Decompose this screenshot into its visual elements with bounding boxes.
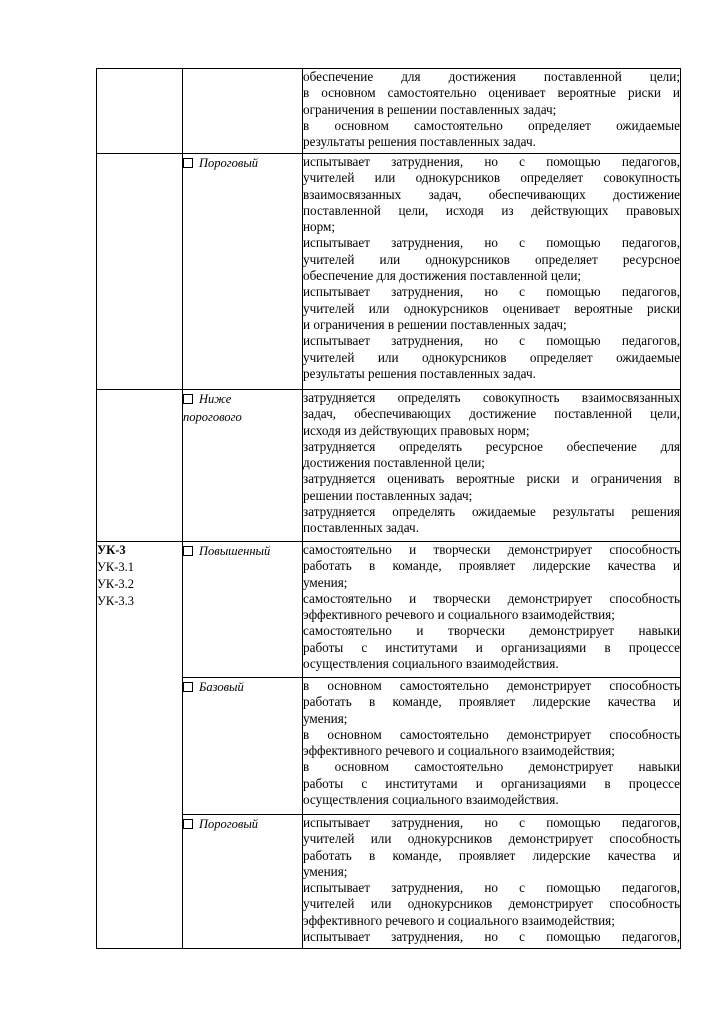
description-line: работы с институтами и организациями в процессе <box>303 775 680 791</box>
description-line: испытывает затруднения, но с помощью педагогов, <box>303 929 680 945</box>
level-cell <box>183 678 303 815</box>
description-line: норм; <box>303 219 336 235</box>
description-line: работать в команде, проявляет лидерские качества и <box>303 558 680 574</box>
description-line: поставленных задач. <box>303 520 419 536</box>
description-line: умения; <box>303 574 348 590</box>
description-cell <box>303 678 681 815</box>
table-row <box>97 154 681 390</box>
level-label: Ниже <box>199 392 232 406</box>
description-line: затрудняется определять ожидаемые результаты решения <box>303 504 680 520</box>
description-line: в основном самостоятельно демонстрирует способность <box>303 678 680 693</box>
description-line: осуществления социального взаимодействия. <box>303 656 559 672</box>
table-row <box>97 815 681 949</box>
description-line: умения; <box>303 863 348 879</box>
description-line: испытывает затруднения, но с помощью педагогов, <box>303 154 680 169</box>
indicator-code: УК-3.1 <box>97 560 134 574</box>
description-line: учителей или однокурсников демонстрирует способность <box>303 896 680 912</box>
description-line: затрудняется определять ресурсное обеспечение для <box>303 438 680 454</box>
description-line: испытывает затруднения, но с помощью педагогов, <box>303 333 680 349</box>
description-cell <box>303 390 681 542</box>
description-line: учителей или однокурсников определяет ожидаемые <box>303 349 680 365</box>
code-cell <box>97 390 183 542</box>
description-line: исходя из действующих правовых норм; <box>303 422 530 438</box>
description-line: затрудняется определять совокупность взаимосвязанных <box>303 390 680 405</box>
indicator-code: УК-3.3 <box>97 594 134 608</box>
description-line: работы с институтами и организациями в процессе <box>303 639 680 655</box>
description-line: ограничения в решении поставленных задач; <box>303 101 557 117</box>
competency-code: УК-3 <box>97 543 126 557</box>
description-line: испытывает затруднения, но с помощью педагогов, <box>303 815 680 830</box>
competency-code-cell <box>97 542 183 949</box>
description-line: достижения поставленной цели; <box>303 455 485 471</box>
description-line: осуществления социального взаимодействия. <box>303 792 559 808</box>
level-cell <box>183 154 303 390</box>
description-line: самостоятельно и творчески демонстрирует навыки <box>303 623 680 639</box>
description-line: учителей или однокурсников оценивает вероятные риски <box>303 300 680 316</box>
table-row <box>97 390 681 542</box>
description-line: испытывает затруднения, но с помощью педагогов, <box>303 235 680 251</box>
description-line: результаты решения поставленных задач. <box>303 365 536 381</box>
description-line: самостоятельно и творчески демонстрирует способность <box>303 590 680 606</box>
code-cell <box>97 154 183 390</box>
level-cell <box>183 390 303 542</box>
description-cell <box>303 542 681 678</box>
checkbox-icon[interactable] <box>183 158 193 168</box>
level-cell <box>183 69 303 154</box>
description-cell <box>303 69 681 154</box>
description-line: работать в команде, проявляет лидерские качества и <box>303 847 680 863</box>
level-cell <box>183 542 303 678</box>
description-line: испытывает затруднения, но с помощью педагогов, <box>303 284 680 300</box>
description-line: испытывает затруднения, но с помощью педагогов, <box>303 880 680 896</box>
description-line: поставленной цели, исходя из действующих правовых <box>303 202 680 218</box>
description-line: решении поставленных задач; <box>303 487 473 503</box>
level-label-continued: порогового <box>183 410 242 424</box>
description-cell <box>303 154 681 390</box>
code-cell <box>97 69 183 154</box>
table-row <box>97 542 681 678</box>
level-label: Пороговый <box>199 156 259 170</box>
description-line: взаимосвязанных задач, обеспечивающих достижение <box>303 186 680 202</box>
level-cell <box>183 815 303 949</box>
description-line: умения; <box>303 710 348 726</box>
description-line: работать в команде, проявляет лидерские качества и <box>303 694 680 710</box>
level-label: Пороговый <box>199 817 259 831</box>
description-line: и ограничения в решении поставленных задач; <box>303 316 567 332</box>
description-line: обеспечение для достижения поставленной цели; <box>303 69 680 84</box>
description-line: учителей или однокурсников определяет совокупность <box>303 170 680 186</box>
table-row <box>97 678 681 815</box>
description-line: обеспечение для достижения поставленной цели; <box>303 268 582 284</box>
indicator-code: УК-3.2 <box>97 577 134 591</box>
description-line: затрудняется оценивать вероятные риски и ограничения в <box>303 471 680 487</box>
description-line: учителей или однокурсников определяет ресурсное <box>303 251 680 267</box>
level-label: Повышенный <box>199 544 271 558</box>
description-line: в основном самостоятельно определяет ожидаемые <box>303 117 680 133</box>
description-line: самостоятельно и творчески демонстрирует способность <box>303 542 680 557</box>
description-line: в основном самостоятельно демонстрирует способность <box>303 726 680 742</box>
description-line: результаты решения поставленных задач. <box>303 134 536 150</box>
description-line: в основном самостоятельно демонстрирует навыки <box>303 759 680 775</box>
description-line: эффективного речевого и социального взаимодействия; <box>303 607 615 623</box>
competency-assessment-table <box>96 68 681 949</box>
description-line: учителей или однокурсников демонстрирует способность <box>303 831 680 847</box>
checkbox-icon[interactable] <box>183 394 193 404</box>
table-row <box>97 69 681 154</box>
level-label: Базовый <box>199 680 244 694</box>
checkbox-icon[interactable] <box>183 819 193 829</box>
description-line: в основном самостоятельно оценивает вероятные риски и <box>303 85 680 101</box>
checkbox-icon[interactable] <box>183 546 193 556</box>
description-line: эффективного речевого и социального взаимодействия; <box>303 912 615 928</box>
checkbox-icon[interactable] <box>183 682 193 692</box>
description-cell <box>303 815 681 949</box>
description-line: эффективного речевого и социального взаимодействия; <box>303 743 615 759</box>
description-line: задач, обеспечивающих достижение поставленной цели, <box>303 406 680 422</box>
